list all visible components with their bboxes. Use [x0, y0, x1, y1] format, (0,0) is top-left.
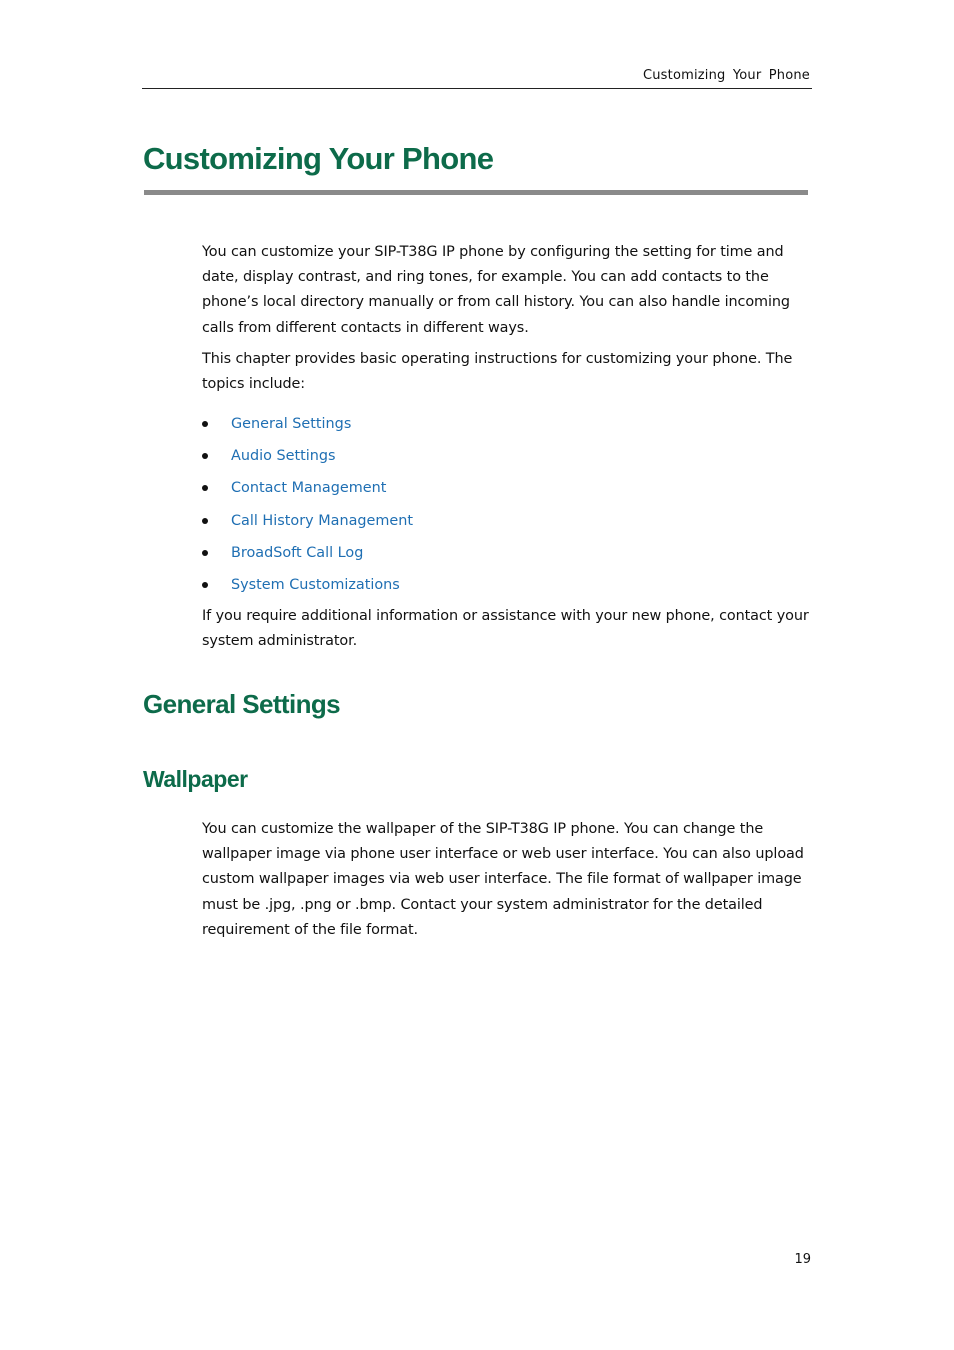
topics-intro-paragraph: This chapter provides basic operating instructions for customizing your phone. The topics include:: [202, 351, 793, 393]
running-header: [142, 66, 812, 89]
bullet-icon: [202, 453, 208, 459]
bullet-icon: [202, 485, 208, 491]
topic-link-system-customizations[interactable]: System Customizations: [231, 576, 400, 593]
section-title: General Settings: [143, 689, 341, 719]
title-rule: [144, 190, 808, 195]
topic-link-general-settings[interactable]: General Settings: [231, 416, 352, 432]
intro-paragraph: You can customize your SIP-T38G IP phone by configuring the setting for time and date, display contrast, and ring tones, for example. You can add contacts to the phone’s local directory manually or from call history. You can also handle incoming calls from different contacts in different ways.: [202, 244, 790, 336]
subsection-title: Wallpaper: [143, 766, 248, 792]
contact-paragraph: If you require additional information or assistance with your new phone, contact your system administrator.: [202, 608, 809, 650]
topic-link-broadsoft-call-log[interactable]: BroadSoft Call Log: [231, 544, 364, 561]
topic-link-contact-management[interactable]: Contact Management: [231, 480, 387, 497]
bullet-icon: [202, 550, 208, 556]
chapter-title: Customizing Your Phone: [143, 141, 494, 176]
topic-link-call-history-management[interactable]: Call History Management: [231, 512, 414, 529]
topic-link-audio-settings[interactable]: Audio Settings: [231, 448, 336, 465]
bullet-icon: [202, 582, 208, 588]
bullet-icon: [202, 518, 208, 524]
running-header-title: Customizing Your Phone: [642, 68, 810, 83]
wallpaper-paragraph: You can customize the wallpaper of the SIP-T38G IP phone. You can change the wallpaper image via phone user interface or web user interface. You can also upload custom wallpaper images via web user interface. The file format of wallpaper image must be .jpg, .png or .bmp. Contact your system administrator for the detailed requirement of the file format.: [202, 821, 804, 938]
bullet-icon: [202, 421, 208, 427]
page-number: 19: [794, 1252, 811, 1267]
